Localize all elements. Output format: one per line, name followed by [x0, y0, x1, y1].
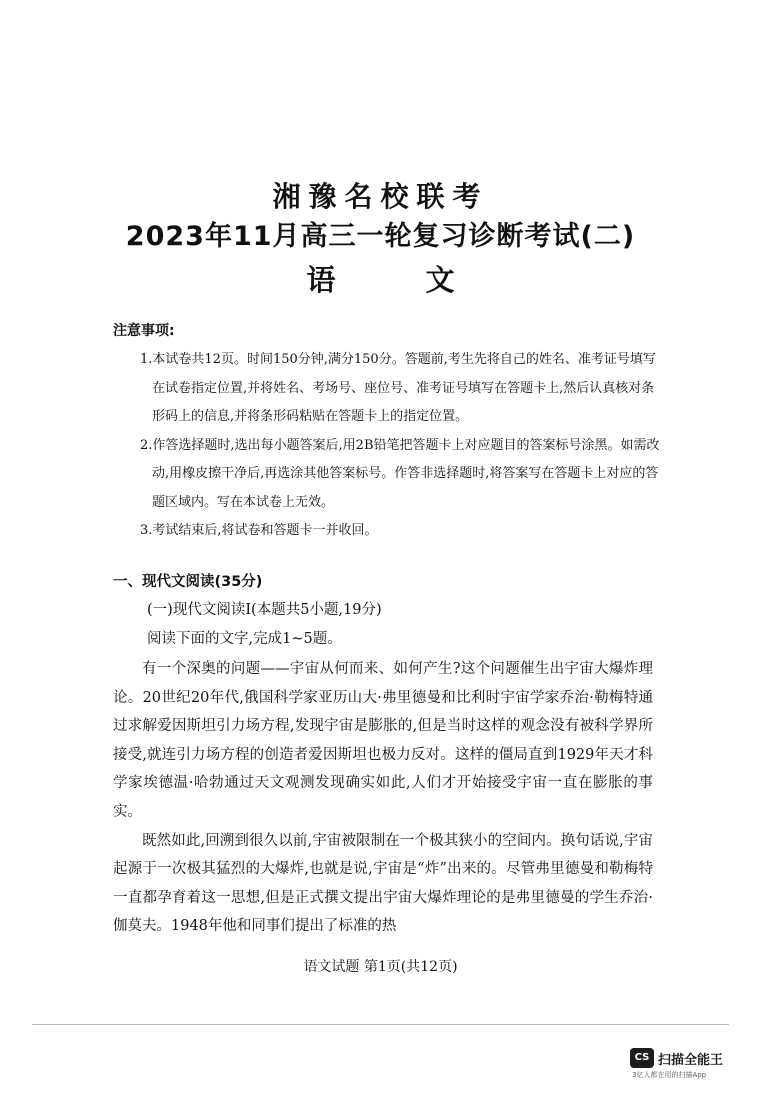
footer-divider — [32, 1024, 729, 1025]
reading-instruction: 阅读下面的文字,完成1~5题。 — [147, 631, 342, 647]
subsection-heading: (一)现代文阅读Ⅰ(本题共5小题,19分) — [147, 602, 382, 618]
passage-paragraph-1: 有一个深奥的问题——宇宙从何而来、如何产生?这个问题催生出宇宙大爆炸理论。20世纪20年代,俄国科学家亚历山大·弗里德曼和比利时宇宙学家乔治·勒梅特通过求解爱因斯坦引力场方程,发现宇宙是膨胀的,但是当时这样的观念没有被科学界所接受,就连引力场方程的创造者爱因斯坦也极力反对。这样的僵局直到1929年天才科学家埃德温·哈勃通过天文观测发现确实如此,人们才开始接受宇宙一直在膨胀的事实。 — [113, 661, 653, 820]
reading-passage — [113, 655, 653, 941]
notice-item-2: 2.作答选择题时,选出每小题答案后,用2B铅笔把答题卡上对应题目的答案标号涂黑。如需改动,用橡皮擦干净后,再选涂其他答案标号。作答非选择题时,将答案写在答题卡上对应的答题区域内。写在本试卷上无效。 — [140, 437, 660, 510]
watermark-tagline: 3亿人都在用的扫描App — [632, 1071, 707, 1079]
page-footer: 语文试题 第1页(共12页) — [303, 959, 458, 975]
subject-title: 语 文 — [306, 263, 495, 297]
notice-list — [140, 346, 660, 546]
exam-subtitle: 2023年11月高三一轮复习诊断考试(二) — [125, 221, 636, 252]
watermark-name: 扫描全能王 — [658, 1053, 724, 1068]
notice-heading: 注意事项: — [113, 323, 175, 339]
notice-item-3: 3.考试结束后,将试卷和答题卡一并收回。 — [140, 523, 378, 538]
camscanner-logo-icon: CS — [630, 1048, 654, 1068]
passage-paragraph-2: 既然如此,回溯到很久以前,宇宙被限制在一个极其狭小的空间内。换句话说,宇宙起源于一次极其猛烈的大爆炸,也就是说,宇宙是“炸”出来的。尽管弗里德曼和勒梅特一直都孕育着这一思想,但是正式撰文提出宇宙大爆炸理论的是弗里德曼的学生乔治·伽莫夫。1948年他和同事们提出了标准的热 — [113, 832, 653, 935]
section-heading: 一、现代文阅读(35分) — [113, 574, 263, 590]
exam-title: 湘豫名校联考 — [272, 180, 489, 213]
notice-item-1: 1.本试卷共12页。时间150分钟,满分150分。答题前,考生先将自己的姓名、准考证号填写在试卷指定位置,并将姓名、考场号、座位号、准考证号填写在答题卡上,然后认真核对条形码上的信息,并将条形码粘贴在答题卡上的指定位置。 — [140, 352, 656, 424]
